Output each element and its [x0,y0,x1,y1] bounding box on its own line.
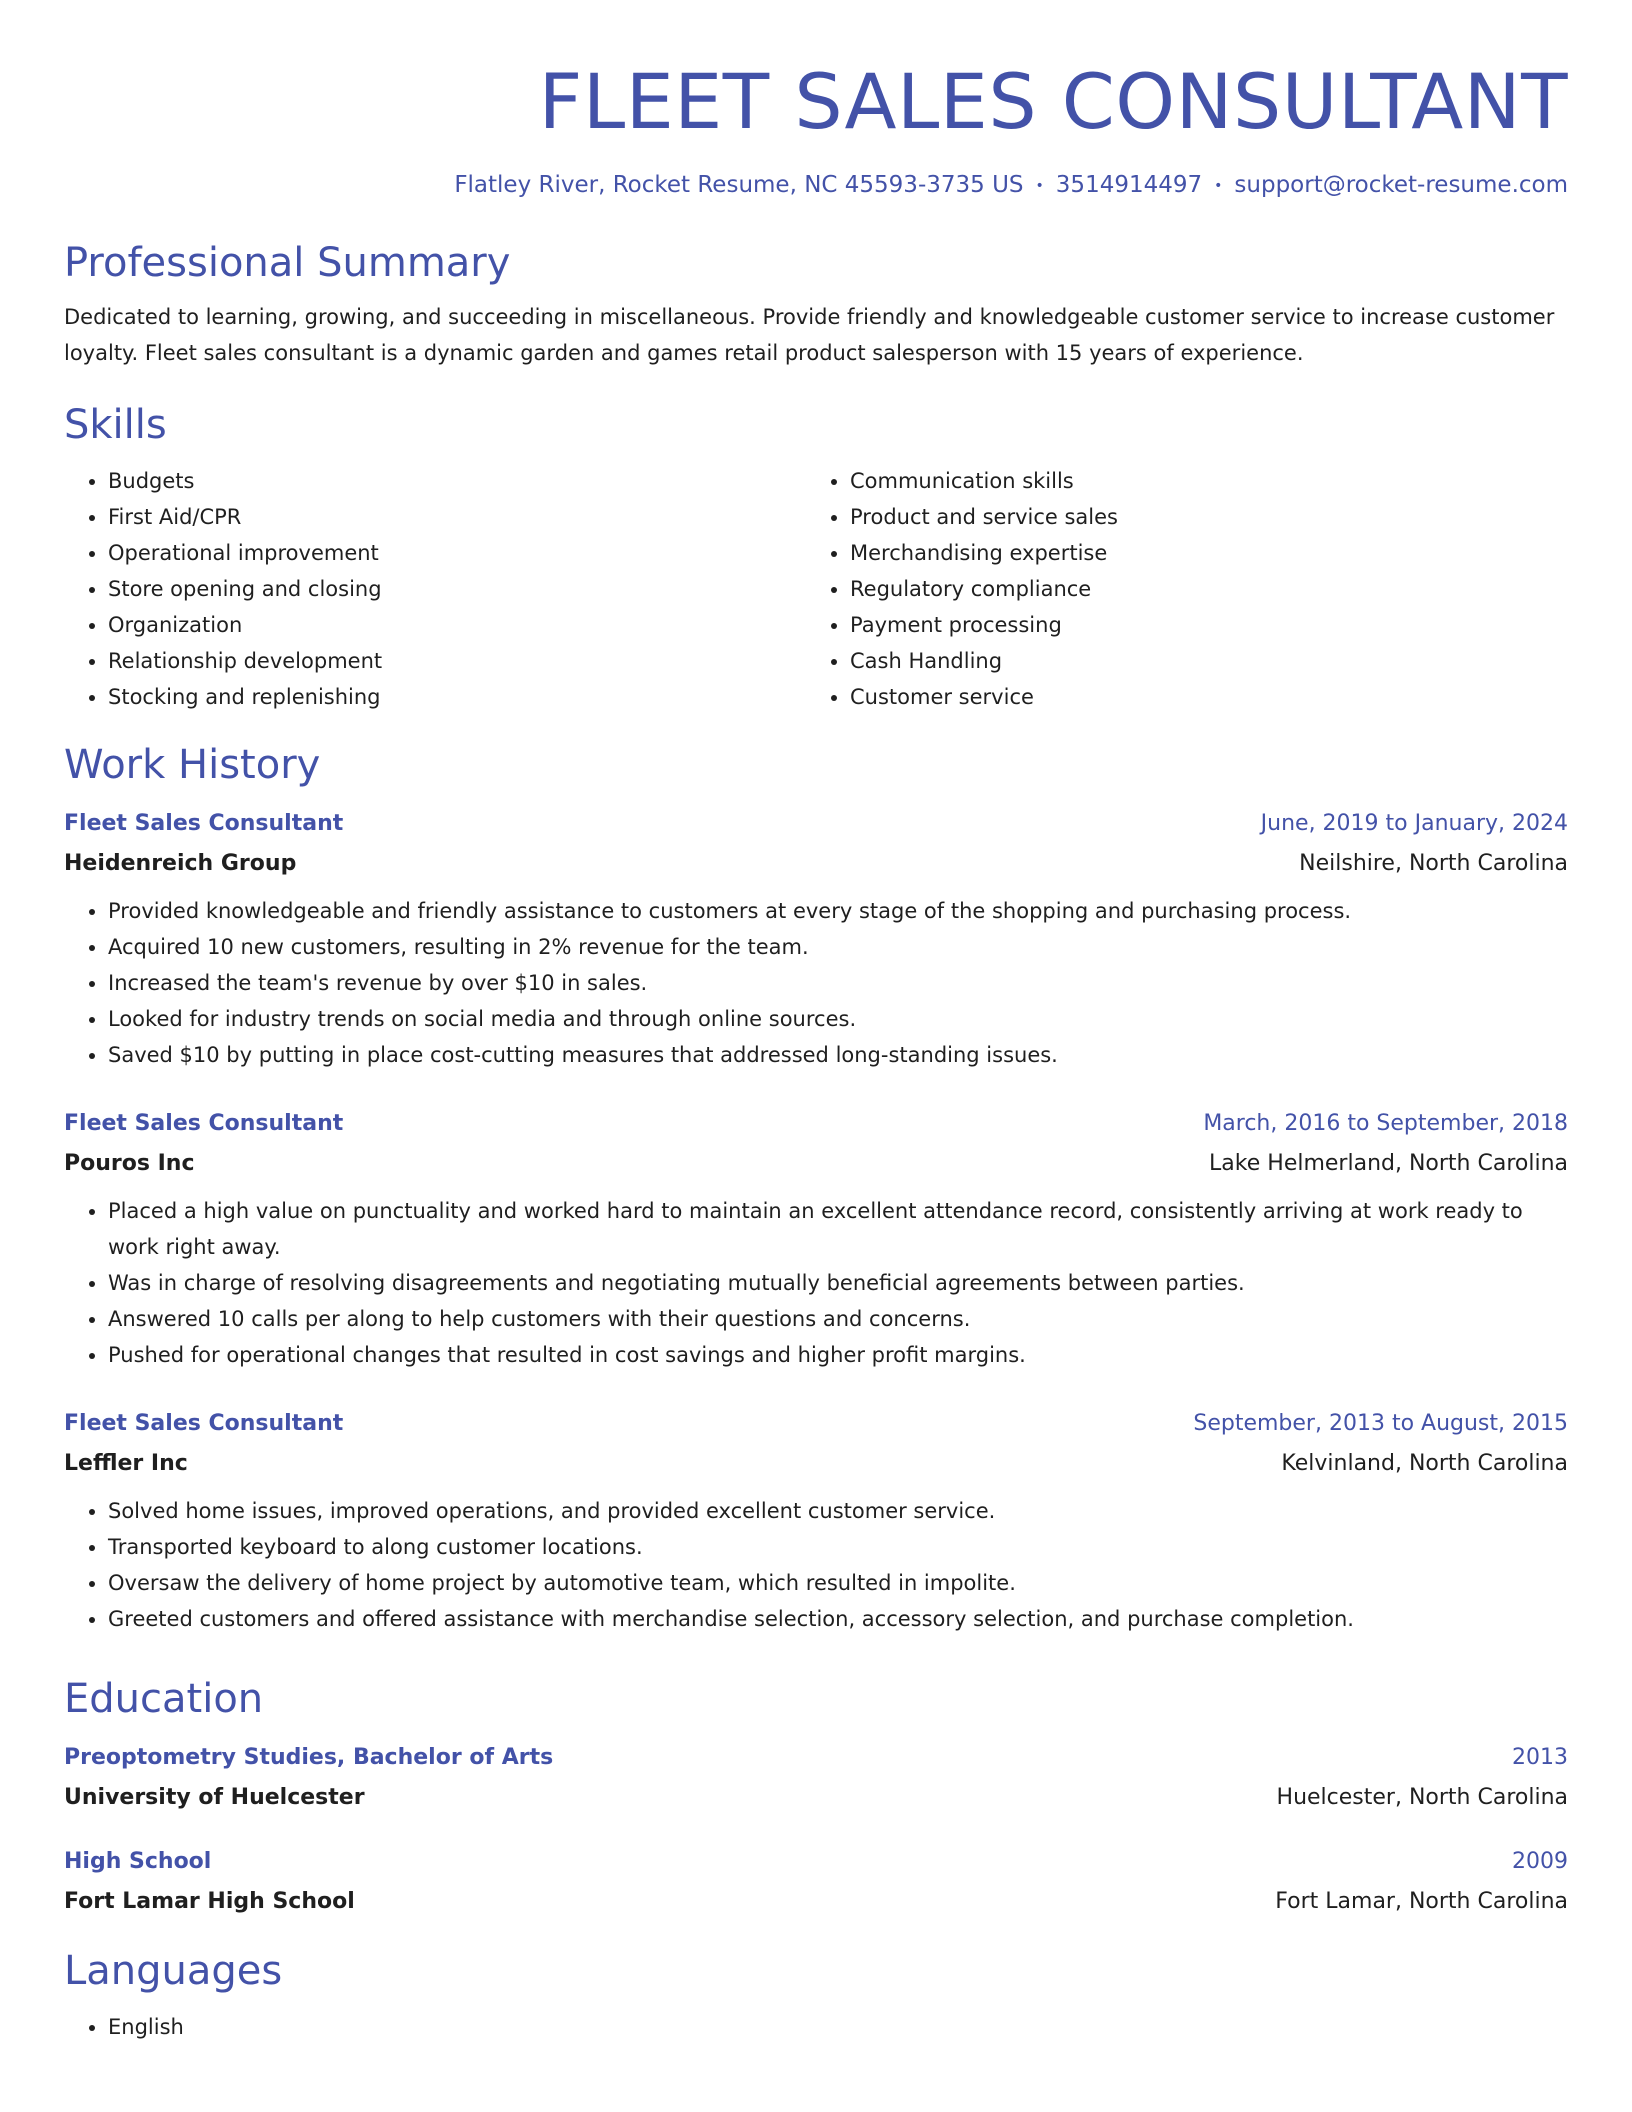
job-entry [64,1109,1568,1373]
education-school: Fort Lamar High School [64,1888,355,1914]
skill-item: • Organization [108,607,806,643]
job-company-row [64,839,1568,879]
job-bullet: • Answered 10 calls per along to help customers with their questions and concerns. [108,1301,1568,1337]
job-header-row [64,809,1568,839]
work-history-heading: Work History [64,741,321,788]
skills-grid [64,463,1568,715]
skill-item: • Relationship development [108,643,806,679]
skill-item: • Communication skills [850,463,1548,499]
job-bullet: • Placed a high value on punctuality and worked hard to maintain an excellent attendance record, consistently arriving at work ready to work right away. [108,1193,1568,1265]
skills-heading: Skills [64,401,167,448]
summary-heading: Professional Summary [64,239,511,286]
education-school-row [64,1877,1568,1917]
contact-line [64,170,1568,201]
language-item: • English [108,2009,1568,2045]
job-bullet: • Looked for industry trends on social media and through online sources. [108,1001,1568,1037]
job-header-row [64,1109,1568,1139]
job-bullet: • Solved home issues, improved operations, and provided excellent customer service. [108,1493,1568,1529]
job-entry [64,809,1568,1073]
languages-list [64,2009,1568,2045]
job-bullet: • Transported keyboard to along customer locations. [108,1529,1568,1565]
job-company: Pouros Inc [64,1150,195,1176]
education-year: 2013 [1512,1744,1568,1770]
contact-separator: • [1214,177,1223,194]
education-location: Huelcester, North Carolina [1276,1784,1568,1810]
skill-item: • Cash Handling [850,643,1548,679]
education-section [64,1675,1568,1917]
contact-separator: • [1035,177,1044,194]
education-header-row [64,1847,1568,1877]
job-title: Fleet Sales Consultant [64,1410,344,1436]
skill-item: • Customer service [850,679,1548,715]
summary-section [64,239,1568,371]
job-bullet: • Greeted customers and offered assistance with merchandise selection, accessory selection, and purchase completion. [108,1601,1568,1637]
contact-phone: 3514914497 [1055,172,1203,198]
skill-item: • Payment processing [850,607,1548,643]
skill-item: • Stocking and replenishing [108,679,806,715]
education-degree: Preoptometry Studies, Bachelor of Arts [64,1744,554,1770]
skill-item: • Product and service sales [850,499,1548,535]
job-dates: March, 2016 to September, 2018 [1203,1110,1568,1136]
job-bullet: • Provided knowledgeable and friendly assistance to customers at every stage of the shopping and purchasing process. [108,893,1568,929]
job-company-row [64,1439,1568,1479]
job-location: Kelvinland, North Carolina [1281,1450,1568,1476]
job-bullets [64,1493,1568,1637]
job-dates: September, 2013 to August, 2015 [1193,1410,1568,1436]
education-entry [64,1743,1568,1813]
education-year: 2009 [1512,1848,1568,1874]
job-bullet: • Was in charge of resolving disagreements and negotiating mutually beneficial agreements between parties. [108,1265,1568,1301]
job-bullet: • Oversaw the delivery of home project by automotive team, which resulted in impolite. [108,1565,1568,1601]
skill-item: • Regulatory compliance [850,571,1548,607]
education-header-row [64,1743,1568,1773]
skill-item: • Budgets [108,463,806,499]
job-bullet: • Acquired 10 new customers, resulting in 2% revenue for the team. [108,929,1568,965]
job-location: Neilshire, North Carolina [1299,850,1568,876]
education-school-row [64,1773,1568,1813]
job-company-row [64,1139,1568,1179]
education-heading: Education [64,1675,264,1722]
job-entry [64,1409,1568,1637]
skill-item: • Merchandising expertise [850,535,1548,571]
job-title: Fleet Sales Consultant [64,810,344,836]
education-degree: High School [64,1848,212,1874]
job-bullet: • Pushed for operational changes that resulted in cost savings and higher profit margins. [108,1337,1568,1373]
contact-address: Flatley River, Rocket Resume, NC 45593-3735 US [454,172,1024,198]
skills-section [64,401,1568,715]
job-bullets [64,1193,1568,1373]
languages-section [64,1947,1568,2045]
work-history-section [64,741,1568,1637]
job-bullet: • Saved $10 by putting in place cost-cutting measures that addressed long-standing issues. [108,1037,1568,1073]
skills-column-right [806,463,1548,715]
education-location: Fort Lamar, North Carolina [1275,1888,1568,1914]
job-title: Fleet Sales Consultant [64,1110,344,1136]
job-company: Heidenreich Group [64,850,297,876]
skill-item: • First Aid/CPR [108,499,806,535]
job-bullets [64,893,1568,1073]
resume-header [64,56,1568,201]
summary-text: Dedicated to learning, growing, and succeeding in miscellaneous. Provide friendly and knowledgeable customer service to increase customer loyalty. Fleet sales consultant is a dynamic garden and games retail product salesperson with 15 years of experience. [64,304,1555,365]
contact-email[interactable]: support@rocket-resume.com [1234,172,1568,198]
job-location: Lake Helmerland, North Carolina [1209,1150,1568,1176]
job-header-row [64,1409,1568,1439]
candidate-name: FLEET SALES CONSULTANT [538,57,1568,146]
education-entry [64,1847,1568,1917]
languages-heading: Languages [64,1947,283,1994]
skill-item: • Store opening and closing [108,571,806,607]
job-company: Leffler Inc [64,1450,188,1476]
education-school: University of Huelcester [64,1784,365,1810]
skills-column-left [64,463,806,715]
job-dates: June, 2019 to January, 2024 [1260,810,1568,836]
job-bullet: • Increased the team's revenue by over $10 in sales. [108,965,1568,1001]
skill-item: • Operational improvement [108,535,806,571]
